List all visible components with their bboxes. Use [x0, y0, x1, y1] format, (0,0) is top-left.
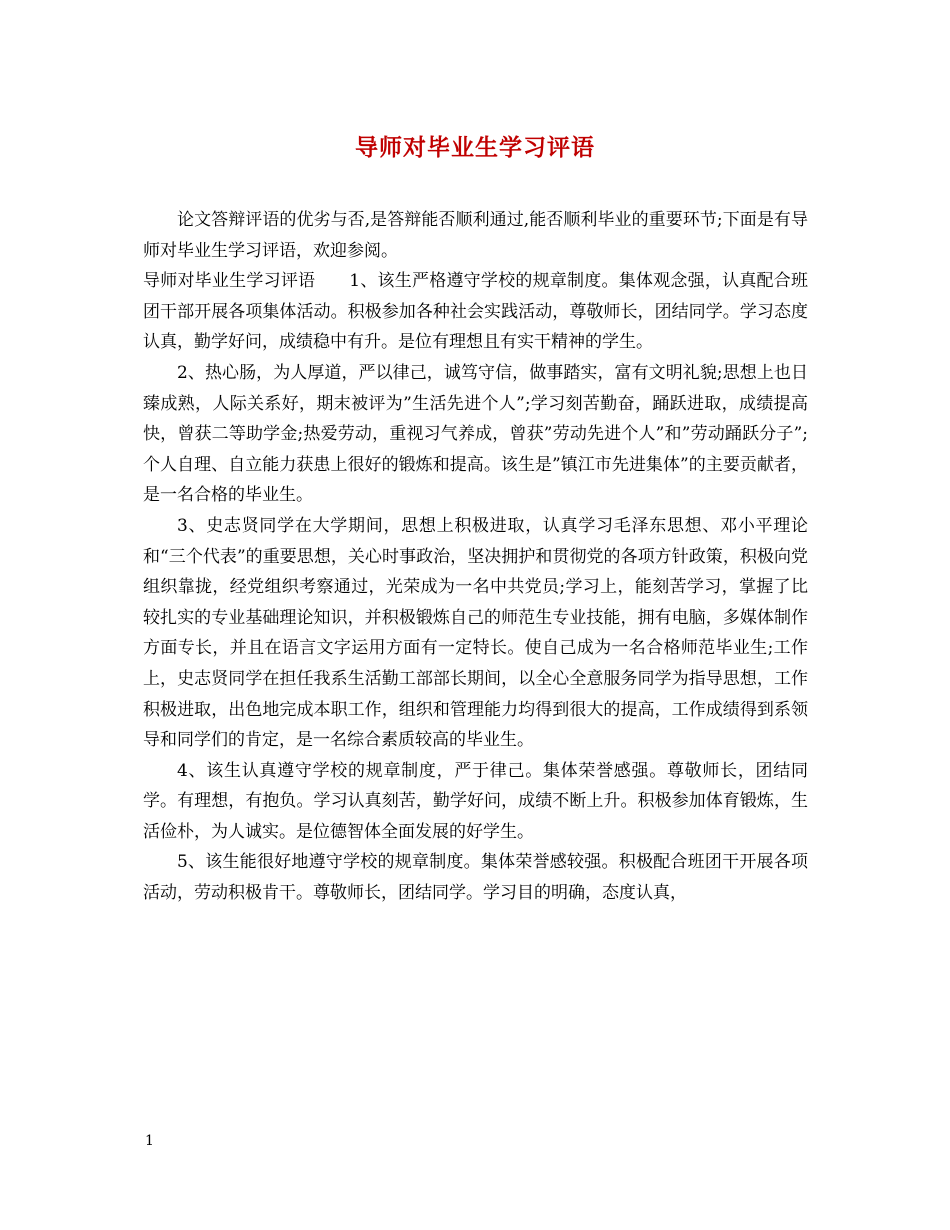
comment-paragraph-3: 3、史志贤同学在大学期间，思想上积极进取，认真学习毛泽东思想、邓小平理论和“三个代表”的重要思想，关心时事政治，坚决拥护和贯彻党的各项方针政策，积极向党组织靠拢，经党组织考察通过，光荣成为一名中共党员;学习上，能刻苦学习，掌握了比较扎实的专业基础理论知识，并积极锻炼自己的师范生专业技能，拥有电脑，多媒体制作方面专长，并且在语言文字运用方面有一定特长。使自己成为一名合格师范毕业生;工作上，史志贤同学在担任我系生活勤工部部长期间，以全心全意服务同学为指导思想，工作积极进取，出色地完成本职工作，组织和管理能力均得到很大的提高，工作成绩得到系领导和同学们的肯定，是一名综合素质较高的毕业生。: [143, 515, 808, 751]
page-number: 1: [145, 1133, 154, 1149]
comment-paragraph-4: 4、该生认真遵守学校的规章制度，严于律己。集体荣誉感强。尊敬师长，团结同学。有理想，有抱负。学习认真刻苦，勤学好问，成绩不断上升。积极参加体育锻炼，生活俭朴，为人诚实。是位德智体全面发展的好学生。: [143, 760, 808, 842]
document-body: [143, 205, 808, 909]
intro-paragraph: 论文答辩评语的优劣与否,是答辩能否顺利通过,能否顺利毕业的重要环节;下面是有导师对毕业生学习评语，欢迎参阅。: [143, 210, 808, 261]
section-heading: 导师对毕业生学习评语: [143, 271, 316, 292]
comment-paragraph-5: 5、该生能很好地遵守学校的规章制度。集体荣誉感较强。积极配合班团干开展各项活动，劳动积极肯干。尊敬师长，团结同学。学习目的明确，态度认真，: [143, 852, 808, 904]
page-title: 导师对毕业生学习评语: [355, 134, 595, 161]
comment-paragraph-2: 2、热心肠，为人厚道，严以律己，诚笃守信，做事踏实，富有文明礼貌;思想上也日臻成熟，人际关系好，期末被评为”生活先进个人”;学习刻苦勤奋，踊跃进取，成绩提高快，曾获二等助学金;热爱劳动，重视习气养成，曾获”劳动先进个人”和”劳动踊跃分子”;个人自理、自立能力获患上很好的锻炼和提高。该生是”镇江市先进集体”的主要贡献者，是一名合格的毕业生。: [143, 362, 808, 506]
comment-paragraph-1: [143, 266, 808, 358]
comment-text-1: 1、该生严格遵守学校的规章制度。集体观念强，认真配合班团干部开展各项集体活动。积极参加各种社会实践活动，尊敬师长，团结同学。学习态度认真，勤学好问，成绩稳中有升。是位有理想且有实干精神的学生。: [143, 271, 808, 353]
